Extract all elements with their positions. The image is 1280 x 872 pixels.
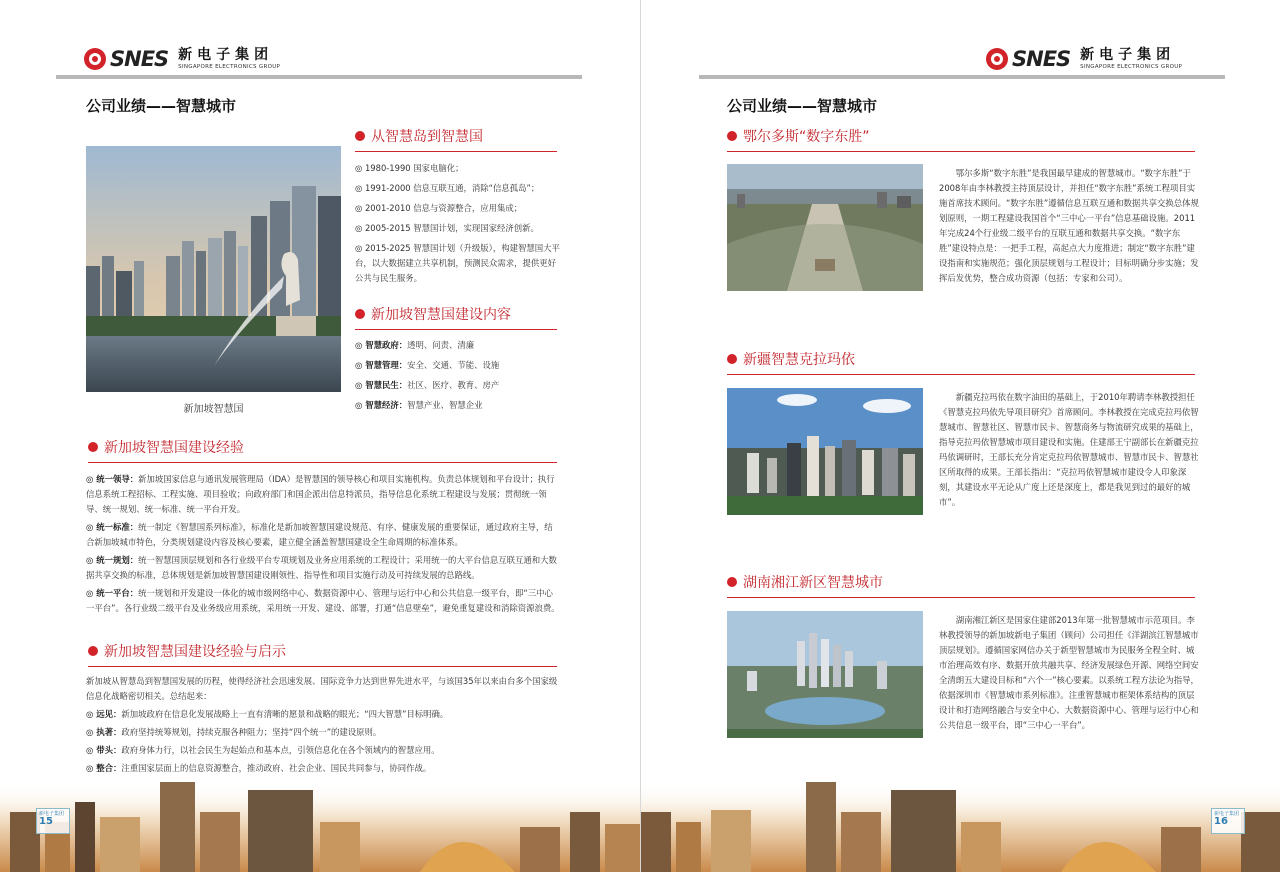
singapore-photo bbox=[86, 146, 341, 392]
section-title-experience bbox=[88, 437, 244, 457]
dongsheng-photo bbox=[727, 164, 923, 291]
bullet-dot-icon bbox=[727, 131, 737, 141]
section-rule bbox=[355, 329, 557, 330]
experience-list bbox=[86, 472, 560, 616]
karamay-city-image bbox=[727, 388, 923, 515]
section-title-text: 从智慧岛到智慧国 bbox=[371, 129, 483, 145]
page-tab-label: 新电子集团 bbox=[39, 811, 65, 817]
section-rule bbox=[88, 666, 557, 667]
section-title-text: 鄂尔多斯“数字东胜” bbox=[743, 129, 870, 145]
footer-skyline-image bbox=[0, 782, 640, 872]
insights-item: ◎ 远见：新加坡政府在信息化发展战略上一直有清晰的愿景和战略的眼光；“四大智慧”目标明确。 bbox=[86, 709, 449, 719]
page-title: 公司业绩——智慧城市 bbox=[86, 97, 237, 115]
section-title-dongsheng bbox=[727, 126, 870, 146]
bullet-dot-icon bbox=[355, 131, 365, 141]
timeline-item: ◎ 2001-2010 信息与资源整合，应用集成； bbox=[355, 203, 523, 213]
contents-item: ◎ 智慧民生：社区、医疗、教育、房产 bbox=[355, 380, 500, 390]
brand-logo-text: SNES bbox=[1012, 47, 1071, 71]
timeline-item: ◎ 1991-2000 信息互联互通，消除“信息孤岛”； bbox=[355, 183, 540, 193]
brand-name-cn: 新电子集团 bbox=[1080, 47, 1176, 63]
right-page bbox=[640, 0, 1280, 872]
brand-name-en: SINGAPORE ELECTRONICS GROUP bbox=[1080, 64, 1183, 70]
singapore-skyline-image bbox=[86, 146, 341, 392]
section-rule bbox=[355, 151, 557, 152]
timeline-item: ◎ 2015-2025 智慧国计划（升级版），构建智慧国大平台，以大数据建立共享机制，预测民众需求，提供更好公共与民生服务。 bbox=[355, 243, 560, 283]
snes-logo-icon bbox=[986, 48, 1008, 70]
timeline-item: ◎ 1980-1990 国家电脑化； bbox=[355, 163, 464, 173]
bullet-dot-icon bbox=[727, 354, 737, 364]
brand-logo-text: SNES bbox=[110, 47, 169, 71]
section-title-text: 新加坡智慧国建设内容 bbox=[371, 307, 511, 323]
brand-name bbox=[178, 47, 280, 71]
footer-skyline-image bbox=[641, 782, 1280, 872]
dongsheng-square-image bbox=[727, 164, 923, 291]
section-title-smart-island bbox=[355, 126, 483, 146]
bullet-dot-icon bbox=[727, 577, 737, 587]
brand-name bbox=[1080, 47, 1182, 71]
section-title-text: 新加坡智慧国建设经验与启示 bbox=[104, 644, 286, 660]
insights-block bbox=[86, 674, 560, 776]
experience-item: ◎ 统一平台：统一规划和开发建设一体化的城市级网络中心、数据资源中心、管理与运行中心和公共信息一级平台，即“三中心一平台”。各行业级二级平台及业务级应用系统，采用统一开发、建设、部署，打通“信息壁垒”，避免重复建设和消除资源浪费。 bbox=[86, 588, 560, 613]
bullet-dot-icon bbox=[88, 646, 98, 656]
karamay-photo bbox=[727, 388, 923, 515]
contents-list bbox=[355, 338, 560, 413]
section-title-text: 湖南湘江新区智慧城市 bbox=[743, 575, 883, 591]
xiangjiang-text: 湖南湘江新区是国家住建部2013年第一批智慧城市示范项目。李林教授领导的新加坡新电子集团（顾问）公司担任《洋湖滨江智慧城市顶层规划》。遵循国家网信办关于新型智慧城市为民服务全程全时、城市治理高效有序、数据开放共融共享、经济发展绿色开源、网络空间安全清朗五大建设目标和“六个一”核心要素。以系统工程方法论为指导，依据深圳市《智慧城市系列标准》。注重智慧城市框架体系结构的顶层设计和打造网络融合与安全中心、大数据资源中心、管理与运行中心和公共信息一级平台，即“三中心一平台”。 bbox=[939, 615, 1199, 730]
page-tab-label: 新电子集团 bbox=[1214, 811, 1240, 817]
contents-item: ◎ 智慧经济：智慧产业、智慧企业 bbox=[355, 400, 483, 410]
header-rule bbox=[56, 75, 582, 79]
section-rule bbox=[88, 462, 557, 463]
brand-header bbox=[84, 46, 280, 72]
insights-item: ◎ 整合：注重国家层面上的信息资源整合，推动政府、社会企业、国民共同参与，协同作战。 bbox=[86, 763, 432, 773]
brand-header bbox=[986, 46, 1182, 72]
smart-island-timeline bbox=[355, 161, 560, 286]
dongsheng-text: 鄂尔多斯“数字东胜”是我国最早建成的智慧城市。“数字东胜”于2008年由李林教授主持顶层设计，并担任“数字东胜”系统工程项目实施首席技术顾问。“数字东胜”遵循信息互联互通和数据共享交换总体规划原则，一期工程建设我国首个“三中心一平台”信息基础设施。2011年完成24个行业级二级平台的互联互通和数据共享交换。“数字东胜”建设特点是：一把手工程，高起点大力度推进；制定“数字东胜”建设指南和实施规范；强化顶层规划与工程设计；目标明确分步实施；发挥后发优势，整合成功资源（包括：专家和公司）。 bbox=[939, 168, 1199, 283]
xiangjiang-photo bbox=[727, 611, 923, 738]
brand-name-cn: 新电子集团 bbox=[178, 47, 274, 63]
insights-intro: 新加坡从智慧岛到智慧国发展的历程，使得经济社会迅速发展、国际竞争力达到世界先进水平，与该国35年以来由台多个国家级信息化战略密切相关。总结起来： bbox=[86, 676, 558, 701]
section-rule bbox=[727, 151, 1195, 152]
xiangjiang-city-image bbox=[727, 611, 923, 738]
experience-item: ◎ 统一规划：统一智慧国顶层规划和各行业级平台专项规划及业务应用系统的工程设计；采用统一的大平台信息互联互通和大数据共享交换的标准，总体规划是新加坡智慧国建设刚领性、指导性和项目实施行动及可持续发展的总路线。 bbox=[86, 555, 557, 580]
section-rule bbox=[727, 597, 1195, 598]
experience-item: ◎ 统一领导：新加坡国家信息与通讯发展管理局（IDA）是智慧国的领导核心和项目实施机构。负责总体规划和平台设计；执行信息系统工程招标、工程实施、项目验收；向政府部门和国企派出信息特派员，指导信息化系统工程建设与发展；贯彻统一领导、统一规划、统一标准、统一平台开发。 bbox=[86, 474, 555, 514]
brand-name-en: SINGAPORE ELECTRONICS GROUP bbox=[178, 64, 281, 70]
snes-logo-icon bbox=[84, 48, 106, 70]
timeline-item: ◎ 2005-2015 智慧国计划，实现国家经济创新。 bbox=[355, 223, 539, 233]
insights-item: ◎ 执著：政府坚持统筹规划，持续克服各种阻力；坚持“四个统一”的建设原则。 bbox=[86, 727, 382, 737]
section-rule bbox=[727, 374, 1195, 375]
page-number: 15 bbox=[39, 816, 53, 827]
insights-item: ◎ 带头：政府身体力行，以社会民生为起始点和基本点，引领信息化在各个领域内的智慧应用。 bbox=[86, 745, 440, 755]
section-title-xiangjiang bbox=[727, 572, 883, 592]
section-title-karamay bbox=[727, 349, 855, 369]
page-number: 16 bbox=[1214, 816, 1228, 827]
bullet-dot-icon bbox=[355, 309, 365, 319]
photo-caption: 新加坡智慧国 bbox=[183, 404, 244, 415]
bullet-dot-icon bbox=[88, 442, 98, 452]
experience-item: ◎ 统一标准：统一制定《智慧国系列标准》，标准化是新加坡智慧国建设规范、有序、健康发展的重要保证，通过政府主导，结合新加坡城市特色，分类规划建设内容及核心要素，建立健全涵盖智慧国建设全生命周期的标准体系。 bbox=[86, 522, 553, 547]
section-title-text: 新疆智慧克拉玛依 bbox=[743, 352, 855, 368]
contents-item: ◎ 智慧政府：透明、问责、清廉 bbox=[355, 340, 475, 350]
section-title-text: 新加坡智慧国建设经验 bbox=[104, 440, 244, 456]
contents-item: ◎ 智慧管理：安全、交通、节能、设施 bbox=[355, 360, 500, 370]
page-title: 公司业绩——智慧城市 bbox=[727, 97, 878, 115]
header-rule bbox=[699, 75, 1225, 79]
page-number-tab bbox=[1211, 808, 1245, 834]
section-title-contents bbox=[355, 304, 511, 324]
karamay-text: 新疆克拉玛依在数字油田的基础上，于2010年聘请李林教授担任《智慧克拉玛依先导项目研究》首席顾问。李林教授在完成克拉玛依智慧城市、智慧社区、智慧市民卡、智慧商务与物流研究成果的基础上，指导克拉玛依智慧城市项目建设和实施。住建部王宁副部长在新疆克拉玛依调研时，王部长充分肯定克拉玛依智慧城市、智慧市民卡、智慧社区所取得的成果。王部长指出：“克拉玛依智慧城市建设令人印象深刻，其建设水平无论从广度上还是深度上，都是我见到过的最好的城市”。 bbox=[939, 392, 1199, 507]
page-number-tab bbox=[36, 808, 70, 834]
section-title-insights bbox=[88, 641, 286, 661]
